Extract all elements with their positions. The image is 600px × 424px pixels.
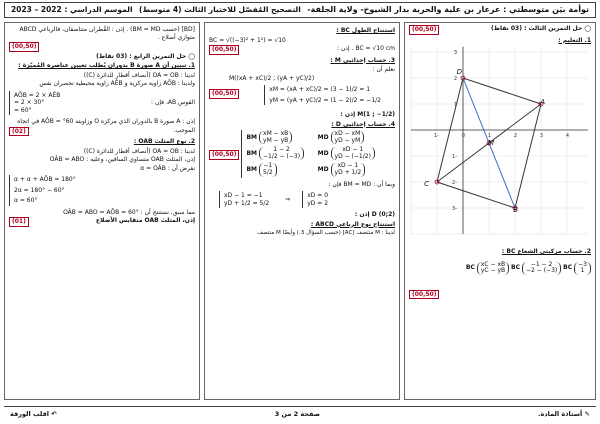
d-eq: xD − 1 = −1 [224,192,263,200]
bc-length-title: استنتاج الطول BC : [336,27,395,34]
bm-line: −1 [263,162,273,170]
grade-badge: (00,50) [209,45,239,55]
middle-column [204,22,400,400]
angle-eq: AÔB = 2 × AÊB [14,91,61,99]
triangle-eq: α = 60° [14,197,38,204]
question-4-title: 4. حساب إحداثيي D : [331,120,395,128]
bm-vector: BM xM − xB yM − yB BM 1 − 2 −1/2 − (−3) BM −1 5/2 [246,131,309,177]
triangle-eq: 2α = 180° − 60° [14,186,65,194]
text-line: القوس AB، فإن : [151,99,195,106]
m-calc [264,85,385,105]
subject-title: التصحيح المُفصّل للاختبار الثالث (4 متوسط) [139,5,301,15]
left-column [4,22,200,400]
triangle-system [9,175,155,206]
implies-symbol: ⇒ [285,195,291,203]
point-label: C [424,180,429,188]
x-tick-label: 1 [487,133,491,139]
md-line: xD − 1 [337,162,359,170]
footer [4,406,596,422]
vector-calc [241,130,393,178]
equal-text: وبما أن : BM = MD فإن : [328,180,395,188]
d-result: D (0;2) إذن : [354,211,395,219]
header [4,2,596,18]
teacher-label: ✎ أستاذة المادة. [538,410,590,419]
school-title: توأمة بيَن متوسطتي : عرعار بن علية والحرية بدار الشيوخ- ولاية الجلفة- [307,5,589,14]
bc-line: −3 [578,260,587,268]
point-label: A [540,98,545,106]
text-line: إذن : A صورة B بالدوران الذي مركزه O وزاويته 60° = AÔB في اتجاه [17,118,195,125]
angle-calc [9,91,64,116]
d-sol: yD = 2 [307,199,329,207]
teacher-text: أستاذة المادة. [538,410,583,419]
m-result: M(1 ; −1/2) إذن : [340,111,395,118]
bc-line: 1 [580,267,585,275]
text-line: لدينا : OA = OB (أنصاف أقطار للدائرة (C)) [83,71,195,79]
d-system [219,189,395,210]
graph-svg [407,46,591,246]
text-line: إذن، المثلث OAB متقايس الأضلاع [95,217,195,224]
turn-page-label[interactable]: ↶ اقلب الورقة [10,410,57,419]
text-line: ولدينا : AÔB زاوية مركزية و AÊB زاوية محيطية تحصران نفس [39,80,195,87]
md-line: yD − (−1/2) [334,152,371,160]
exercise3-title: ◯ حل التمرين الثالث : (03 نقاط) [490,25,591,32]
d-sol: xD = 0 [307,192,329,200]
grade-badge: (00,50) [9,42,39,52]
ym-calc: yM = (yA + yC)/2 = (1 − 2)/2 = −1/2 [269,96,381,104]
intro-text: [BD] (حسب BM = MD) . إذن : القُطران متناصفان، فالرباعي ABCD متوازي أضلاع . [19,26,195,41]
point-label: M [487,139,494,147]
md-line: yD + 1/2 [334,168,362,176]
text-line: لدينا : OA = OB (أنصاف أقطار للدائرة (C)) [83,147,195,155]
y-tick-label: -2 [452,180,457,186]
bc-result: BC = √10 cm . إذن : [337,45,395,52]
xm-calc: xM = (xA + xC)/2 = (3 − 1)/2 = 1 [269,86,371,93]
md-line: xD − 1 [342,146,364,154]
right-column [404,22,596,400]
bm-line: 5/2 [263,168,273,176]
question-1-title: 1. تبيين أن A صورة B بدوران يُطلب تعيين عناصره المُميّزة : [18,62,195,69]
bc-length-calc: BC = √((−3)² + 1²) = √10 [209,36,286,44]
bm-line: xM − xB [263,130,289,137]
md-line: yD − yM [334,136,361,144]
question-3-title: 3. حساب إحداثيي M : [330,56,395,64]
y-tick-label: 1 [453,102,457,108]
grade-badge: (00,50) [209,89,239,99]
bc-line: −2 − (−3) [526,267,558,275]
text-line: إذن، المثلث OAB متساوي الساقين، وعليه : OÂB = ABO [49,156,195,163]
md-vector: MD xD − xM yD − yM MD xD − 1 yD − (−1/2) MD xD − 1 yD + 1/2 [318,131,389,177]
triangle-eq: α + α + AÔB = 180° [14,176,76,183]
grade-badge: (00,50) [409,25,439,35]
x-tick-label: 3 [539,133,543,139]
text-line: مما سبق، نستنتج أن : OÂB = ABO = AÔB = 60° [63,208,195,216]
angle-eq: = 2 × 30° [14,99,45,106]
bm-line: yM − yB [263,136,289,144]
school-year: الموسم الدراسي : 2022 – 2023 [11,5,133,15]
question-2-title: 2. حساب مركبتي الشعاع BC : [501,248,591,255]
m-formula: M((xA + xC)/2 ; (yA + yC)/2) [229,74,315,82]
question-2-title: 2. نوع المثلث OAB : [133,138,195,145]
bc-line: −1 − 2 [530,260,553,268]
x-tick-label: 4 [565,133,569,139]
bc-line: xC − xB [480,260,506,268]
grade-badge: (02) [9,127,29,137]
bc-line: yC − yB [480,267,506,275]
bm-line: −1/2 − (−3) [263,152,301,160]
abcd-type-title: استنتاج نوع الرباعي ABCD : [310,220,395,228]
known-text: نعلم أن : [372,66,395,73]
grade-badge: (00,50) [409,290,439,300]
grade-badge: (01) [9,217,29,227]
y-tick-label: -1 [452,154,457,160]
grade-badge: (00,50) [209,150,239,160]
point-label: B [513,206,518,214]
y-tick-label: 2 [453,76,457,82]
abcd-note: لدينا : M منتصف [AC] (حسب السؤال 3.) وأيضًا M منتصف [257,230,395,237]
x-tick-label: 2 [513,133,517,139]
page-number: صفحة 2 من 3 [274,410,321,419]
y-tick-label: -3 [452,206,457,212]
text-line: الموجب. [173,126,195,134]
md-line: xD − xM [334,130,361,137]
text-line: نفرض أن : α = OÂB [140,164,195,172]
x-tick-label: -1 [434,133,439,139]
exercise4-title: ◯ حل التمرين الرابع : (03 نقاط) [96,52,195,60]
question-1-title: 1. التعليم : [558,36,591,44]
bc-vector-calc: BC xC − xB yC − yB BC −1 − 2 −2 − (−3) BC −3 1 [466,260,591,277]
x-tick-label: 0 [461,133,465,139]
d-eq: yD + 1/2 = 5/2 [224,199,270,207]
coordinate-graph [409,46,591,246]
bm-line: 1 − 2 [273,146,290,154]
turn-text: اقلب الورقة [10,410,49,419]
point-label: D [456,68,462,76]
y-tick-label: 3 [453,50,457,56]
angle-eq: = 60° [14,106,32,114]
